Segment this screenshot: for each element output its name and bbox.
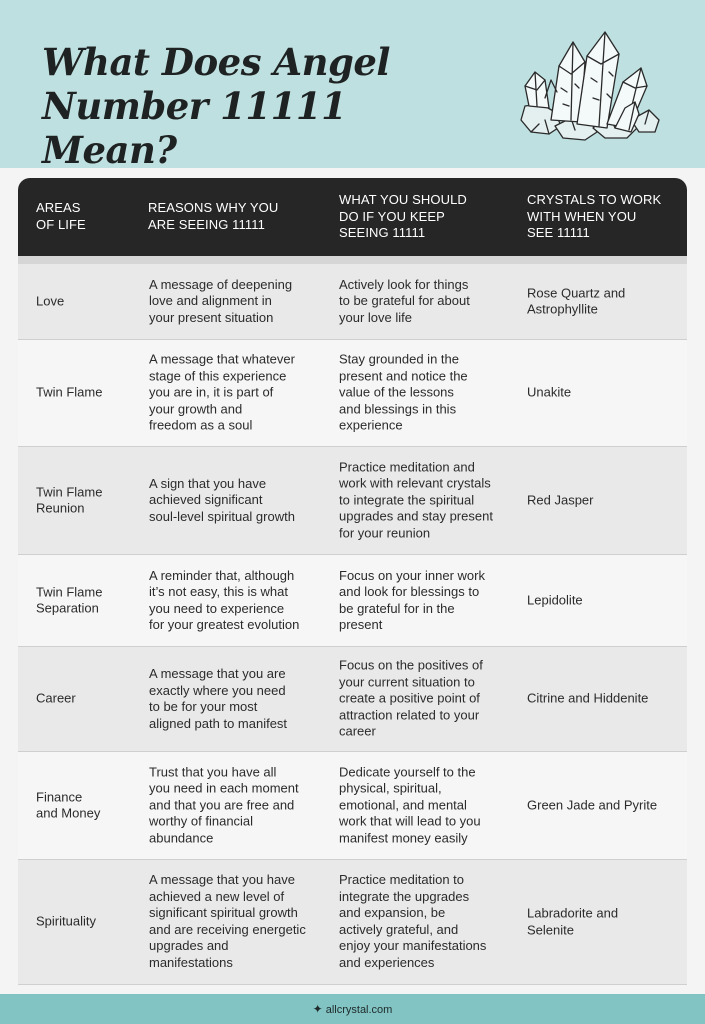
- action-cell: Practice meditation and work with relevant crystals to integrate the spiritual upgrades and stay present for your reunion: [339, 459, 493, 541]
- action-cell: Focus on the positives of your current situation to create a positive point of attraction related to your career: [339, 657, 483, 739]
- action-cell: Dedicate yourself to the physical, spiritual, emotional, and mental work that will lead to you manifest money easily: [339, 764, 481, 846]
- area-cell: Career: [36, 690, 76, 706]
- table-body: [18, 264, 687, 985]
- table-row: [18, 555, 687, 647]
- action-cell: Practice meditation to integrate the upgrades and expansion, be actively grateful, and enjoy your manifestations and experiences: [339, 872, 487, 971]
- crystals-cell: Rose Quartz and Astrophyllite: [527, 284, 626, 317]
- area-cell: Finance and Money: [36, 788, 101, 821]
- angel-number-table: [18, 178, 687, 985]
- table-row: [18, 860, 687, 985]
- crystals-cell: Lepidolite: [527, 592, 583, 608]
- reason-cell: A reminder that, although it’s not easy, this is what you need to experience for your greatest evolution: [149, 567, 300, 633]
- table-row: [18, 647, 687, 752]
- header-what-to-do: WHAT YOU SHOULD DO IF YOU KEEP SEEING 11111: [339, 192, 467, 240]
- footer-bar: [0, 994, 705, 1024]
- page-title: [42, 40, 482, 172]
- crystal-cluster-icon: [515, 28, 661, 142]
- reason-cell: A message of deepening love and alignment in your present situation: [149, 276, 293, 325]
- table-row: [18, 264, 687, 340]
- crystals-cell: Red Jasper: [527, 492, 594, 508]
- table-row: [18, 752, 687, 860]
- reason-cell: A message that you have achieved a new level of significant spiritual growth and are receiving energetic upgrades and manifestations: [149, 872, 306, 971]
- crystals-cell: Citrine and Hiddenite: [527, 690, 649, 706]
- sparkle-icon: ✦: [312, 1002, 323, 1016]
- action-cell: Stay grounded in the present and notice the value of the lessons and blessings in this experience: [339, 351, 468, 433]
- crystals-cell: Green Jade and Pyrite: [527, 797, 658, 813]
- action-cell: Focus on your inner work and look for blessings to be grateful for in the present: [339, 567, 485, 633]
- footer-site-link[interactable]: allcrystal.com: [325, 1004, 393, 1016]
- reason-cell: A message that you are exactly where you need to be for your most aligned path to manifest: [149, 665, 288, 731]
- reason-cell: A sign that you have achieved significant soul-level spiritual growth: [149, 475, 295, 524]
- header-reasons: REASONS WHY YOU ARE SEEING 11111: [148, 200, 279, 232]
- action-cell: Actively look for things to be grateful for about your love life: [339, 276, 470, 325]
- crystals-cell: Labradorite and Selenite: [527, 905, 619, 937]
- header-crystals: CRYSTALS TO WORK WITH WHEN YOU SEE 11111: [527, 192, 662, 240]
- area-cell: Spirituality: [36, 913, 96, 929]
- table-row: [18, 447, 687, 555]
- header-areas-of-life: AREAS OF LIFE: [36, 200, 86, 232]
- area-cell: Twin Flame: [36, 384, 103, 400]
- table-header: [18, 178, 687, 256]
- header-divider: [18, 256, 687, 264]
- area-cell: Love: [36, 293, 65, 309]
- title-line-2: Number 11111 Mean?: [42, 84, 347, 172]
- header-banner: [0, 0, 705, 172]
- title-line-1: What Does Angel: [42, 40, 390, 84]
- area-cell: Twin Flame Reunion: [36, 483, 103, 516]
- crystals-cell: Unakite: [527, 384, 572, 400]
- reason-cell: Trust that you have all you need in each moment and that you are free and worthy of financial abundance: [149, 764, 299, 846]
- reason-cell: A message that whatever stage of this experience you are in, it is part of your growth and freedom as a soul: [149, 351, 295, 433]
- area-cell: Twin Flame Separation: [36, 583, 103, 616]
- table-row: [18, 340, 687, 447]
